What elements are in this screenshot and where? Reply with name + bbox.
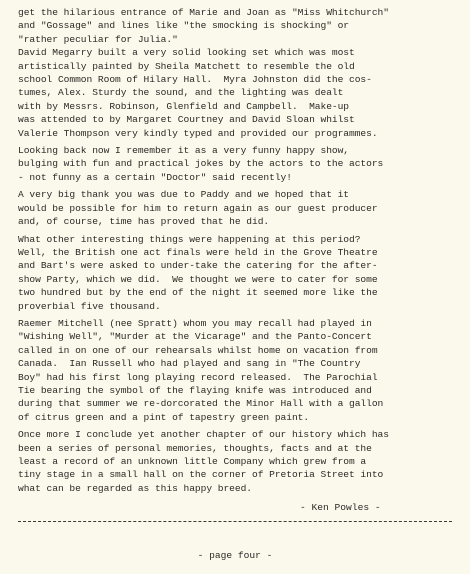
text-line: bulging with fun and practical jokes by the actors to the actors (18, 158, 384, 170)
text-line: least a record of an unknown little Company which grew from a (18, 456, 367, 467)
text-line: David Megarry built a very solid looking set which was most (18, 47, 355, 59)
text-line: with by Messrs. Robinson, Glenfield and Campbell. Make-up (18, 100, 350, 112)
text-line: tumes, Alex. Sturdy the sound, and the lighting was dealt (18, 87, 344, 99)
text-line: Raemer Mitchell (nee Spratt) whom you may recall had played in (18, 317, 372, 329)
page-number: - page four - (197, 550, 273, 561)
paragraph-conclusion (18, 428, 460, 495)
text-line: show Party, which we did. We thought we were to cater for some (18, 273, 378, 285)
text-line: and, of course, time has proved that he did. (18, 216, 270, 228)
text-line: been a series of personal memories, thoughts, facts and at the (18, 442, 372, 454)
text-line: "rather peculiar for Julia." (18, 33, 178, 45)
text-line: A very big thank you was due to Paddy and we hoped that it (18, 189, 350, 201)
text-line: two hundred but by the end of the night it seemed more like the (18, 287, 378, 299)
text-line: Valerie Thompson very kindly typed and provided our programmes. (18, 127, 378, 139)
text-line: would be possible for him to return again as our guest producer (18, 202, 378, 214)
paragraph-looking-back (18, 144, 460, 184)
text-line: and Bart's were asked to under-take the catering for the after- (18, 260, 378, 272)
text-line: and "Gossage" and lines like "the smocking is shocking" or (18, 20, 350, 32)
text-line: Canada. Ian Russell who had played and sang in "The Country (18, 358, 361, 370)
text-line: called in on one of our rehearsals whilst home on vacation from (18, 344, 378, 356)
article-body (18, 6, 460, 515)
text-line: What other interesting things were happening at this period? (18, 233, 361, 245)
text-line: Well, the British one act finals were held in the Grove Theatre (18, 246, 378, 258)
text-line: "Wishing Well", "Murder at the Vicarage" and the Panto-Concert (18, 331, 372, 343)
text-line: of citrus green and a pint of tapestry green paint. (18, 411, 310, 423)
text-line: what can be regarded as this happy breed. (18, 482, 252, 494)
text-line: - not funny as a certain "Doctor" said recently! (18, 171, 292, 183)
text-line: during that summer we re-dorcorated the Minor Hall with a gallon (18, 398, 384, 410)
page-divider (18, 521, 452, 522)
author-signature: - Ken Powles - (300, 502, 381, 514)
text-line: school Common Room of Hilary Hall. Myra Johnston did the cos- (18, 74, 372, 86)
paragraph-thank-you (18, 188, 460, 228)
text-line: Looking back now I remember it as a very funny happy show, (18, 145, 350, 157)
text-line: artistically painted by Sheila Matchett to resemble the old (18, 60, 355, 72)
text-line: was attended to by Margaret Courtney and David Sloan whilst (18, 114, 355, 126)
text-line: Once more I conclude yet another chapter of our history which has (18, 429, 389, 441)
paragraph-news (18, 317, 460, 424)
text-line: proverbial five thousand. (18, 300, 161, 312)
text-line: tiny stage in a small hall on the corner of Pretoria Street into (18, 469, 384, 481)
paragraph-production-credits (18, 6, 460, 140)
text-line: Boy" had his first long playing record released. The Parochial (18, 371, 378, 383)
text-line: Tie bearing the symbol of the flaying knife was introduced and (18, 384, 372, 396)
paragraph-other-events (18, 233, 460, 313)
text-line: get the hilarious entrance of Marie and Joan as "Miss Whitchurch" (18, 7, 389, 18)
